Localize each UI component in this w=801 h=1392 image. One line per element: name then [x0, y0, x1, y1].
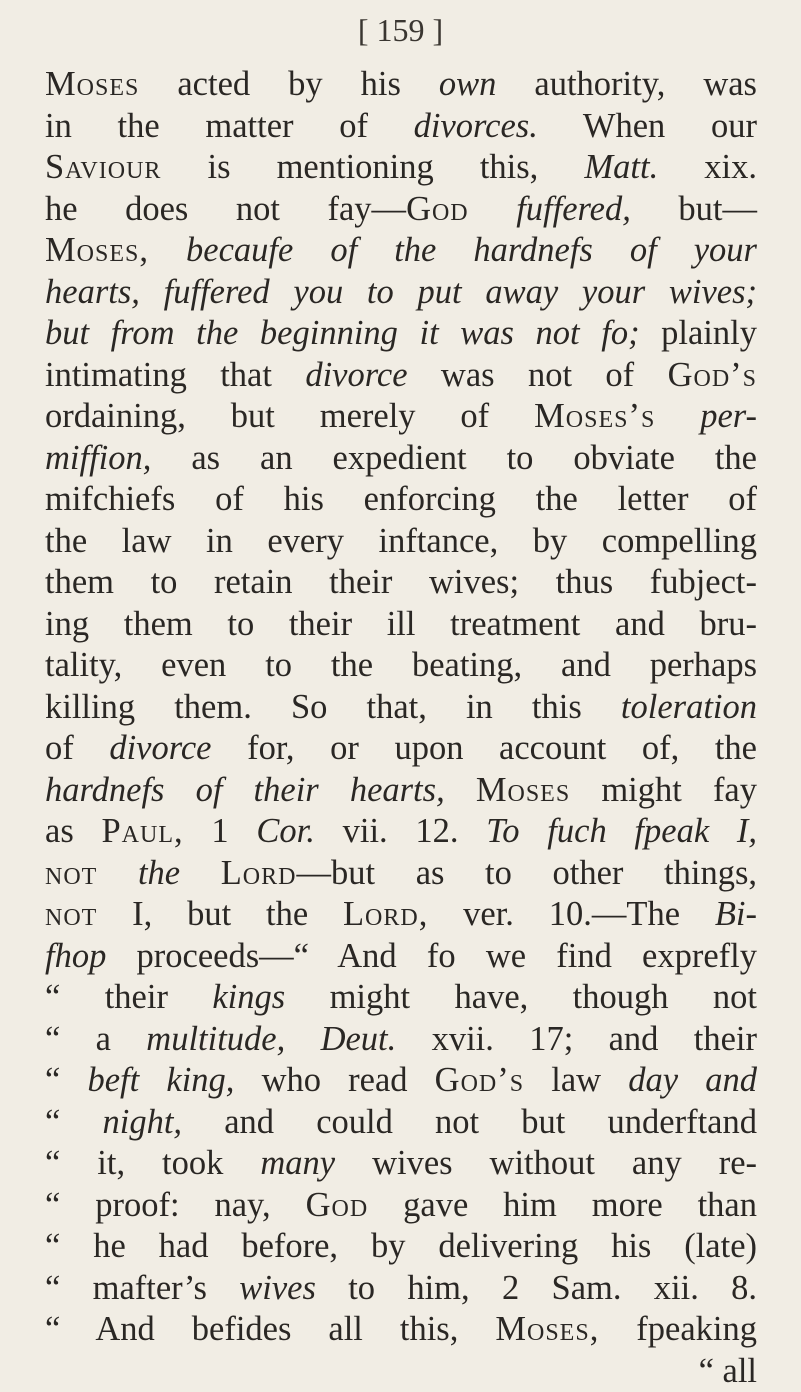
text-span: ordaining, but merely of	[45, 397, 534, 435]
text-line	[45, 189, 757, 231]
text-span: divorce	[305, 356, 407, 394]
text-line	[45, 272, 757, 314]
text-span	[655, 397, 700, 435]
text-span: Bi-	[715, 895, 757, 933]
text-line	[45, 438, 757, 480]
text-span: Lord,	[343, 895, 428, 933]
text-span: as an expedient to obviate the	[151, 439, 757, 477]
text-line	[45, 562, 757, 604]
text-span	[180, 854, 221, 892]
text-span	[97, 854, 138, 892]
text-span: fuffered,	[516, 190, 631, 228]
text-span: in the matter of	[45, 107, 414, 145]
text-span: Moses,	[45, 231, 149, 269]
text-span: for, or upon account of, the	[212, 729, 758, 767]
text-span: I, but the	[97, 895, 343, 933]
text-span: Moses	[476, 771, 570, 809]
text-span: xix.	[658, 148, 757, 186]
text-span: Moses,	[495, 1310, 599, 1348]
text-line	[45, 521, 757, 563]
text-span: God’s	[668, 356, 757, 394]
text-span: Paul,	[101, 812, 183, 850]
text-line	[45, 1226, 757, 1268]
text-line	[45, 64, 757, 106]
text-span: day and	[628, 1061, 757, 1099]
text-span: tality, even to the beating, and perhaps	[45, 646, 757, 684]
text-span: mifchiefs of his enforcing the letter of	[45, 480, 757, 518]
text-line	[45, 1185, 757, 1227]
text-line	[45, 977, 757, 1019]
body-text	[45, 64, 757, 1392]
text-span: wives	[239, 1269, 316, 1307]
text-line	[45, 1268, 757, 1310]
text-span: and could not but underftand	[182, 1103, 757, 1141]
text-line	[45, 355, 757, 397]
text-span: God’s	[435, 1061, 524, 1099]
text-line	[45, 770, 757, 812]
text-span: vii. 12.	[315, 812, 486, 850]
text-span: per-	[700, 397, 757, 435]
text-line	[45, 147, 757, 189]
catchword: “ all	[45, 1351, 757, 1392]
text-line	[45, 479, 757, 521]
text-span: When our	[538, 107, 757, 145]
text-span: God	[406, 190, 469, 228]
text-line	[45, 230, 757, 272]
text-span: wives without any re-	[335, 1144, 757, 1182]
text-span: hearts, fuffered you to put away your wives;	[45, 273, 757, 311]
text-span: intimating that	[45, 356, 305, 394]
text-span: miffion,	[45, 439, 151, 477]
text-span: ing them to their ill treatment and bru-	[45, 605, 757, 643]
text-span: kings	[212, 978, 285, 1016]
text-span: ver. 10.—The	[428, 895, 715, 933]
text-line	[45, 853, 757, 895]
text-span: “	[45, 1103, 103, 1141]
text-line	[45, 604, 757, 646]
text-span: to him, 2 Sam. xii. 8.	[316, 1269, 757, 1307]
text-span: “ it, took	[45, 1144, 260, 1182]
text-span: hardnefs of their hearts,	[45, 771, 445, 809]
text-line	[45, 313, 757, 355]
text-span: the	[138, 854, 180, 892]
text-line	[45, 106, 757, 148]
text-line	[45, 936, 757, 978]
text-span: toleration	[621, 688, 757, 726]
text-span: might fay	[570, 771, 757, 809]
text-span: but—	[631, 190, 757, 228]
text-span: —but as to other things,	[296, 854, 757, 892]
text-line	[45, 1102, 757, 1144]
text-span: he does not fay—	[45, 190, 406, 228]
text-span	[285, 1020, 320, 1058]
text-line	[45, 645, 757, 687]
text-span: beft king,	[87, 1061, 234, 1099]
text-span: might have, though not	[285, 978, 757, 1016]
text-span: Cor.	[256, 812, 315, 850]
text-line	[45, 728, 757, 770]
text-span: but from the beginning it was not fo;	[45, 314, 640, 352]
text-span: 1	[184, 812, 257, 850]
text-span: “ proof: nay,	[45, 1186, 306, 1224]
text-span: xvii. 17; and their	[396, 1020, 757, 1058]
text-span: fpeaking	[599, 1310, 757, 1348]
text-span: “ he had before, by delivering his (late)	[45, 1227, 757, 1265]
text-span	[469, 190, 517, 228]
text-span: acted by his	[139, 65, 439, 103]
text-span: fhop	[45, 937, 106, 975]
text-line	[45, 894, 757, 936]
text-span: plainly	[640, 314, 757, 352]
text-span: as	[45, 812, 101, 850]
text-span: them to retain their wives; thus fubject-	[45, 563, 757, 601]
text-span: proceeds—“ And fo we find exprefly	[106, 937, 757, 975]
text-span: was not of	[408, 356, 668, 394]
text-line	[45, 1060, 757, 1102]
text-span: becaufe of the hardnefs of your	[186, 231, 757, 269]
text-span: multitude,	[146, 1020, 285, 1058]
page-number: [ 159 ]	[0, 12, 801, 49]
text-span: Moses’s	[534, 397, 655, 435]
text-line	[45, 687, 757, 729]
text-span: Deut.	[321, 1020, 397, 1058]
text-line	[45, 1019, 757, 1061]
text-span: who read	[234, 1061, 434, 1099]
text-span: killing them. So that, in this	[45, 688, 621, 726]
text-span: divorce	[109, 729, 211, 767]
text-line	[45, 396, 757, 438]
text-span: divorces.	[414, 107, 538, 145]
text-span	[149, 231, 186, 269]
text-span: not	[45, 854, 97, 892]
text-span: Matt.	[584, 148, 658, 186]
text-span: “ And befides all this,	[45, 1310, 495, 1348]
text-span: is mentioning this,	[161, 148, 584, 186]
text-span: To fuch fpeak I,	[486, 812, 757, 850]
text-span: many	[260, 1144, 335, 1182]
text-span: law	[524, 1061, 628, 1099]
text-span: “ a	[45, 1020, 146, 1058]
text-span: gave him more than	[368, 1186, 757, 1224]
text-span: “ their	[45, 978, 212, 1016]
text-span	[445, 771, 476, 809]
text-span: night,	[103, 1103, 183, 1141]
text-span: “	[45, 1061, 87, 1099]
text-span: of	[45, 729, 109, 767]
text-span: own	[439, 65, 497, 103]
text-span: Saviour	[45, 148, 161, 186]
text-line	[45, 811, 757, 853]
text-span: the law in every inftance, by compelling	[45, 522, 757, 560]
text-span: God	[306, 1186, 369, 1224]
text-span: authority, was	[496, 65, 757, 103]
text-span: Lord	[221, 854, 297, 892]
text-span: Moses	[45, 65, 139, 103]
text-line	[45, 1309, 757, 1351]
text-line	[45, 1143, 757, 1185]
text-span: “ mafter’s	[45, 1269, 239, 1307]
text-span: not	[45, 895, 97, 933]
